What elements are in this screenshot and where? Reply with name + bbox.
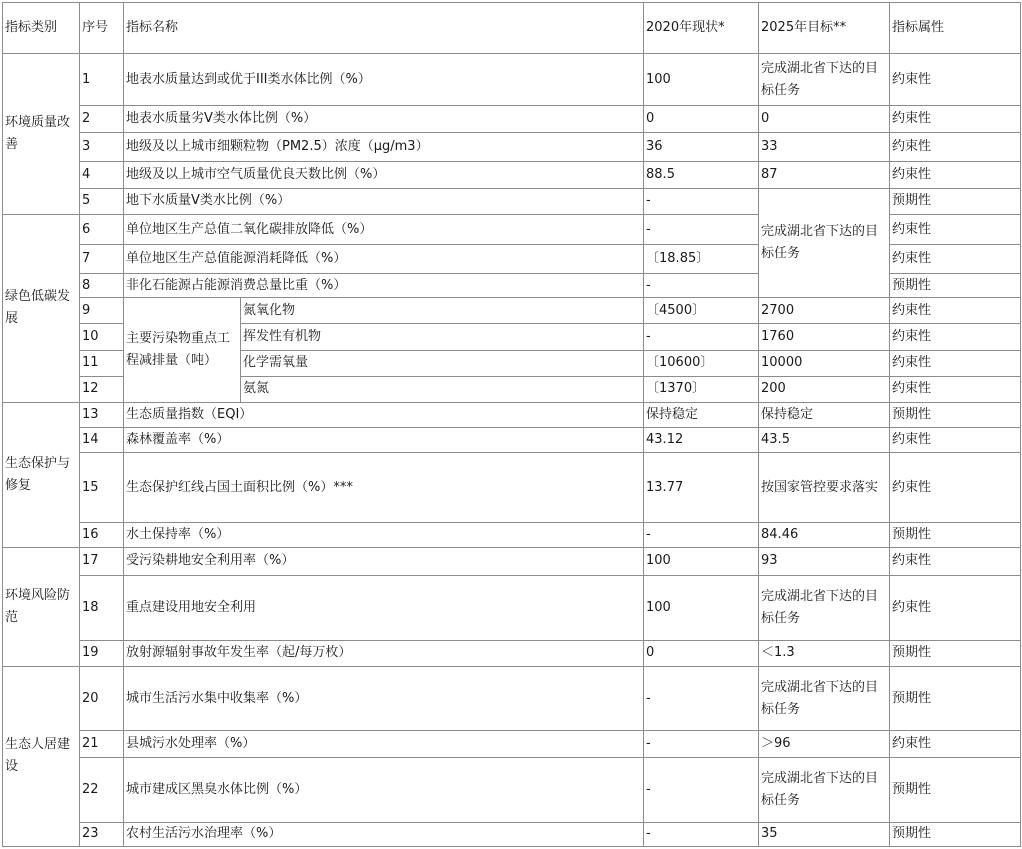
target-cell: 完成湖北省下达的目标任务 [759,575,890,640]
table-row [3,758,1021,822]
attribute-cell: 预期性 [890,666,1021,730]
header-name: 指标名称 [124,3,644,54]
indicator-table [2,2,1021,847]
target-cell: 87 [759,161,890,188]
current-cell: 100 [644,54,759,106]
name-cell: 生态质量指数（EQI） [124,402,644,427]
current-cell: - [644,822,759,846]
attribute-cell: 预期性 [890,640,1021,666]
name-cell: 氨氮 [241,376,644,402]
header-row [3,3,1021,54]
attribute-cell: 预期性 [890,188,1021,214]
current-cell: - [644,274,759,298]
attribute-cell: 约束性 [890,214,1021,244]
current-cell: - [644,324,759,350]
sub-group-cell: 主要污染物重点工程减排量（吨） [124,298,241,402]
target-cell: 35 [759,822,890,846]
name-cell: 森林覆盖率（%） [124,427,644,452]
table-row [3,298,1021,324]
name-cell: 受污染耕地安全利用率（%） [124,548,644,575]
attribute-cell: 预期性 [890,523,1021,548]
seq-cell: 9 [80,298,124,324]
current-cell: - [644,523,759,548]
table-row [3,731,1021,758]
seq-cell: 19 [80,640,124,666]
name-cell: 放射源辐射事故年发生率（起/每万枚） [124,640,644,666]
table-row [3,666,1021,730]
current-cell: 100 [644,575,759,640]
name-cell: 地级及以上城市空气质量优良天数比例（%） [124,161,644,188]
name-cell: 氮氧化物 [241,298,644,324]
current-cell: - [644,666,759,730]
target-cell: 完成湖北省下达的目标任务 [759,666,890,730]
seq-cell: 11 [80,350,124,376]
category-cell: 绿色低碳发展 [3,214,80,402]
seq-cell: 5 [80,188,124,214]
current-cell: - [644,214,759,244]
seq-cell: 20 [80,666,124,730]
target-cell: ＜1.3 [759,640,890,666]
attribute-cell: 约束性 [890,245,1021,274]
attribute-cell: 约束性 [890,548,1021,575]
name-cell: 化学需氧量 [241,350,644,376]
target-cell: 保持稳定 [759,402,890,427]
attribute-cell: 预期性 [890,274,1021,298]
seq-cell: 7 [80,245,124,274]
attribute-cell: 预期性 [890,758,1021,822]
current-cell: 100 [644,548,759,575]
target-cell: 完成湖北省下达的目标任务 [759,188,890,297]
name-cell: 城市建成区黑臭水体比例（%） [124,758,644,822]
current-cell: 〔18.85〕 [644,245,759,274]
name-cell: 重点建设用地安全利用 [124,575,644,640]
header-target: 2025年目标** [759,3,890,54]
seq-cell: 18 [80,575,124,640]
attribute-cell: 约束性 [890,452,1021,522]
current-cell: 保持稳定 [644,402,759,427]
table-row [3,548,1021,575]
current-cell: - [644,731,759,758]
seq-cell: 10 [80,324,124,350]
current-cell: 0 [644,640,759,666]
seq-cell: 2 [80,106,124,132]
current-cell: 13.77 [644,452,759,522]
current-cell: - [644,188,759,214]
target-cell: 200 [759,376,890,402]
table-row [3,132,1021,161]
current-cell: 〔10600〕 [644,350,759,376]
table-row [3,106,1021,132]
seq-cell: 13 [80,402,124,427]
header-category: 指标类别 [3,3,80,54]
attribute-cell: 约束性 [890,575,1021,640]
attribute-cell: 约束性 [890,132,1021,161]
seq-cell: 4 [80,161,124,188]
name-cell: 地表水质量达到或优于III类水体比例（%） [124,54,644,106]
attribute-cell: 预期性 [890,822,1021,846]
attribute-cell: 约束性 [890,298,1021,324]
target-cell: 完成湖北省下达的目标任务 [759,54,890,106]
seq-cell: 15 [80,452,124,522]
attribute-cell: 约束性 [890,161,1021,188]
current-cell: 〔4500〕 [644,298,759,324]
attribute-cell: 约束性 [890,106,1021,132]
table-row [3,640,1021,666]
table-row [3,452,1021,522]
current-cell: - [644,758,759,822]
category-cell: 环境质量改善 [3,54,80,215]
name-cell: 水土保持率（%） [124,523,644,548]
name-cell: 挥发性有机物 [241,324,644,350]
target-cell: 0 [759,106,890,132]
target-cell: 33 [759,132,890,161]
attribute-cell: 约束性 [890,731,1021,758]
table-row [3,54,1021,106]
target-cell: 完成湖北省下达的目标任务 [759,758,890,822]
current-cell: 〔1370〕 [644,376,759,402]
attribute-cell: 约束性 [890,54,1021,106]
name-cell: 地下水质量Ⅴ类水比例（%） [124,188,644,214]
name-cell: 生态保护红线占国土面积比例（%）*** [124,452,644,522]
attribute-cell: 约束性 [890,324,1021,350]
target-cell: 2700 [759,298,890,324]
seq-cell: 16 [80,523,124,548]
table-row [3,822,1021,846]
name-cell: 单位地区生产总值二氧化碳排放降低（%） [124,214,644,244]
seq-cell: 14 [80,427,124,452]
attribute-cell: 约束性 [890,350,1021,376]
seq-cell: 8 [80,274,124,298]
seq-cell: 22 [80,758,124,822]
target-cell: 1760 [759,324,890,350]
table-row [3,575,1021,640]
name-cell: 地级及以上城市细颗粒物（PM2.5）浓度（μg/m3） [124,132,644,161]
attribute-cell: 约束性 [890,427,1021,452]
seq-cell: 3 [80,132,124,161]
table-row [3,427,1021,452]
table-row [3,188,1021,214]
header-current: 2020年现状* [644,3,759,54]
seq-cell: 23 [80,822,124,846]
seq-cell: 1 [80,54,124,106]
name-cell: 单位地区生产总值能源消耗降低（%） [124,245,644,274]
category-cell: 环境风险防范 [3,548,80,667]
current-cell: 0 [644,106,759,132]
name-cell: 城市生活污水集中收集率（%） [124,666,644,730]
current-cell: 43.12 [644,427,759,452]
current-cell: 88.5 [644,161,759,188]
seq-cell: 12 [80,376,124,402]
name-cell: 县城污水处理率（%） [124,731,644,758]
target-cell: 84.46 [759,523,890,548]
target-cell: 10000 [759,350,890,376]
current-cell: 36 [644,132,759,161]
category-cell: 生态保护与修复 [3,402,80,548]
target-cell: 按国家管控要求落实 [759,452,890,522]
name-cell: 非化石能源占能源消费总量比重（%） [124,274,644,298]
header-attribute: 指标属性 [890,3,1021,54]
table-row [3,161,1021,188]
name-cell: 农村生活污水治理率（%） [124,822,644,846]
table-row [3,523,1021,548]
name-cell: 地表水质量劣V类水体比例（%） [124,106,644,132]
category-cell: 生态人居建设 [3,666,80,846]
seq-cell: 17 [80,548,124,575]
seq-cell: 6 [80,214,124,244]
target-cell: 43.5 [759,427,890,452]
attribute-cell: 预期性 [890,402,1021,427]
target-cell: ＞96 [759,731,890,758]
table-row [3,402,1021,427]
header-seq: 序号 [80,3,124,54]
attribute-cell: 约束性 [890,376,1021,402]
seq-cell: 21 [80,731,124,758]
target-cell: 93 [759,548,890,575]
